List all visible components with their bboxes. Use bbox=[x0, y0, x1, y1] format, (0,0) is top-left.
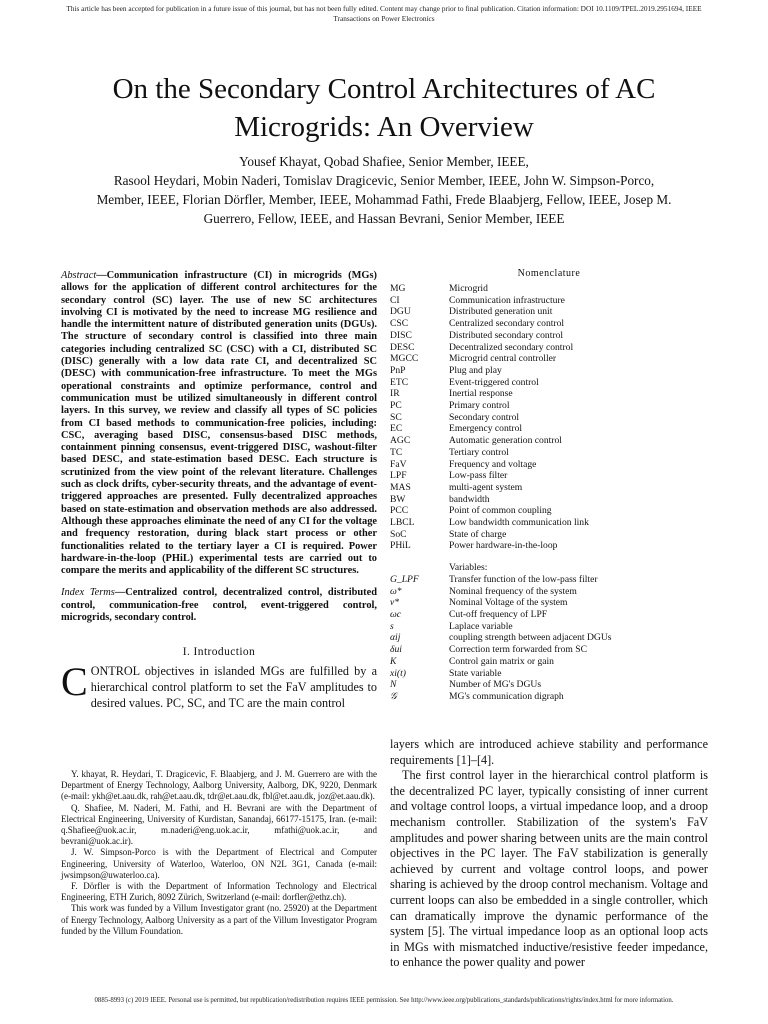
index-terms bbox=[61, 587, 377, 624]
abbreviation-row bbox=[390, 330, 708, 342]
abbreviation-term: MAS bbox=[390, 481, 411, 493]
abbreviation-term: TC bbox=[390, 446, 403, 458]
intro-text: ONTROL objectives in islanded MGs are fulfilled by a hierarchical control platform to set the FaV amplitudes to desired values. PC, SC, and TC are the main control bbox=[90, 664, 377, 710]
abbreviation-list bbox=[390, 283, 708, 552]
abbreviation-description: Microgrid bbox=[449, 283, 488, 294]
abbreviation-description: Plug and play bbox=[449, 364, 502, 376]
abbreviation-description: Emergency control bbox=[449, 423, 523, 435]
variable-symbol: δui bbox=[390, 644, 402, 656]
abbreviation-row bbox=[390, 447, 708, 459]
author-footnotes bbox=[61, 769, 377, 937]
variable-description: Transfer function of the low-pass filter bbox=[449, 573, 598, 585]
abstract-text: —Communication infrastructure (CI) in microgrids (MGs) allows for the application of different control architectures for the secondary control (SC) layer. The use of new SC architectures involving CI is motivated by the need to increase MG resilience and handle the intermittent nature of distributed generation units (DGUs). The structure of secondary control is classified into three main categories including centralized SC (CSC) with a CI, distributed SC (DISC) generally with a low data rate CI, and decentralized SC (DESC) with communication-free infrastructure. To meet the MGs operational constraints and optimize performance, control and communication must be utilized simultaneously in different control layers. In this survey, we review and classify all types of SC policies from CI based methods to communication-free policies, including: CSC, averaging based DISC, consensus-based DISC methods, containment pinning consensus, event-triggered DISC, washout-filter based DESC, and state-estimation based DESC. Each structure is scrutinized from the view point of the relevant literature. Challenges such as clock drifts, cyber-security threats, and the advantage of event-triggered approaches are presented. Fully decentralized approaches based on state-estimation and observation methods are also addressed. Although these approaches eliminate the need of any CI for the voltage and frequency restoration, during black start process or other functionalities related to the tertiary layer a CI is required. Power hardware-in-the-loop (PHiL) experimental tests are carried out to compare the merits and applicability of the different SC structures. bbox=[61, 270, 377, 577]
variable-symbol: ω* bbox=[390, 585, 402, 597]
abbreviation-description: Event-triggered control bbox=[449, 376, 539, 388]
variable-description: Nominal frequency of the system bbox=[449, 585, 577, 597]
abbreviation-description: Microgrid central controller bbox=[449, 353, 557, 365]
variable-row bbox=[390, 691, 708, 703]
abbreviation-row bbox=[390, 470, 708, 482]
variable-description: coupling strength between adjacent DGUs bbox=[449, 632, 612, 644]
abbreviation-description: Distributed secondary control bbox=[449, 329, 564, 341]
variable-row bbox=[390, 621, 708, 633]
footnote: Y. khayat, R. Heydari, T. Dragicevic, F. Blaabjerg, and J. M. Guerrero are with the Department of Energy Technology, Aalborg University, Aalborg, DK, 9220, Denmark (e-mail: ykh@et.aau.dk, rah@et.aau.dk, tdr@et.aau.dk, fbl@et.aau.dk, joz@et.aau.dk). bbox=[61, 769, 377, 802]
abbreviation-row bbox=[390, 400, 708, 412]
abbreviation-term: LBCL bbox=[390, 517, 415, 529]
abbreviation-description: Low bandwidth communication link bbox=[449, 517, 589, 529]
abbreviation-description: Power hardware-in-the-loop bbox=[449, 540, 558, 552]
variable-symbol: ωc bbox=[390, 608, 402, 620]
abbreviation-row bbox=[390, 353, 708, 365]
abbreviation-description: Automatic generation control bbox=[449, 435, 562, 447]
abbreviation-term: MGCC bbox=[390, 353, 419, 365]
abbreviation-term: SC bbox=[390, 411, 402, 423]
right-column-body bbox=[390, 737, 708, 971]
nomenclature-title: Nomenclature bbox=[517, 268, 581, 279]
index-terms-text: —Centralized control, decentralized control, distributed control, communication-free control, event-triggered control, microgrids, secondary control. bbox=[61, 587, 377, 624]
abbreviation-description: multi-agent system bbox=[449, 481, 523, 493]
title-line1: On the Secondary Control Architectures of AC bbox=[112, 73, 656, 105]
abbreviation-row bbox=[390, 388, 708, 400]
footnote: This work was funded by a Villum Investigator grant (no. 25920) at the Department of Energy Technology, Aalborg University as a part of the Villum Investigator Program funded by the Villum Foundation. bbox=[61, 903, 377, 936]
abbreviation-row bbox=[390, 423, 708, 435]
abstract-lead: Abstract bbox=[61, 270, 97, 281]
abbreviation-term: PCC bbox=[390, 505, 409, 517]
abbreviation-description: Inertial response bbox=[449, 388, 513, 400]
variable-row bbox=[390, 668, 708, 680]
author-line3: Member, IEEE, Florian Dörfler, Member, IEEE, Mohammad Fathi, Frede Blaabjerg, Fellow, IEEE, Josep M. bbox=[96, 192, 672, 207]
body-paragraph: layers which are introduced achieve stability and performance requirements [1]–[4]. bbox=[390, 737, 708, 767]
abbreviation-term: SoC bbox=[390, 528, 407, 540]
title-line2: Microgrids: An Overview bbox=[234, 111, 534, 143]
variable-description: State variable bbox=[449, 667, 502, 679]
variable-symbol: 𝒢 bbox=[390, 690, 397, 702]
variable-list bbox=[390, 574, 708, 703]
abbreviation-row bbox=[390, 505, 708, 517]
abbreviation-row bbox=[390, 482, 708, 494]
abbreviation-description: Primary control bbox=[449, 400, 510, 412]
variable-description: Correction term forwarded from SC bbox=[449, 644, 588, 656]
copyright-footer: 0885-8993 (c) 2019 IEEE. Personal use is permitted, but republication/redistribution requires IEEE permission. See http://www.ieee.org/publications_standards/publications/rights/index.html for more information. bbox=[94, 997, 674, 1004]
abstract bbox=[61, 270, 377, 577]
author-line2: Rasool Heydari, Mobin Naderi, Tomislav Dragicevic, Senior Member, IEEE, John W. Simpson-Porco, bbox=[113, 173, 655, 188]
variable-description: Nominal Voltage of the system bbox=[449, 597, 568, 609]
index-terms-lead: Index Terms bbox=[61, 587, 115, 599]
variable-row bbox=[390, 679, 708, 691]
abbreviation-row bbox=[390, 365, 708, 377]
abbreviation-row bbox=[390, 529, 708, 541]
variable-description: Laplace variable bbox=[449, 620, 513, 632]
variable-symbol: xi(t) bbox=[390, 667, 406, 679]
abbreviation-term: IR bbox=[390, 388, 400, 400]
variable-row bbox=[390, 597, 708, 609]
journal-header-note bbox=[20, 4, 748, 24]
abbreviation-row bbox=[390, 517, 708, 529]
abbreviation-term: FaV bbox=[390, 458, 407, 470]
abbreviation-description: Frequency and voltage bbox=[449, 458, 537, 470]
abbreviation-term: DESC bbox=[390, 341, 415, 353]
abbreviation-row bbox=[390, 435, 708, 447]
variable-row bbox=[390, 632, 708, 644]
variable-row bbox=[390, 609, 708, 621]
abbreviation-description: Tertiary control bbox=[449, 446, 509, 458]
footnote: J. W. Simpson-Porco is with the Department of Electrical and Computer Engineering, University of Waterloo, Waterloo, ON N2L 3G1, Canada (e-mail: jwsimpson@uwaterloo.ca). bbox=[61, 847, 377, 880]
abbreviation-description: bandwidth bbox=[449, 493, 490, 505]
author-line1: Yousef Khayat, Qobad Shafiee, Senior Member, IEEE, bbox=[239, 154, 529, 169]
footnote: F. Dörfler is with the Department of Information Technology and Electrical Engineering, ETH Zurich, 8092 Zürich, Switzerland (e-mail: dorfler@ethz.ch). bbox=[61, 881, 377, 903]
variable-symbol: s bbox=[390, 620, 394, 632]
abbreviation-row bbox=[390, 412, 708, 424]
abbreviation-description: Centralized secondary control bbox=[449, 318, 565, 330]
variable-row bbox=[390, 586, 708, 598]
dropcap-letter: C bbox=[61, 659, 88, 705]
abbreviation-term: DGU bbox=[390, 306, 411, 318]
variable-description: Cut-off frequency of LPF bbox=[449, 608, 548, 620]
abbreviation-row bbox=[390, 295, 708, 307]
abbreviation-row bbox=[390, 459, 708, 471]
left-column bbox=[61, 270, 377, 711]
variable-row bbox=[390, 574, 708, 586]
variable-row bbox=[390, 644, 708, 656]
intro-paragraph bbox=[61, 659, 377, 711]
abbreviation-description: Secondary control bbox=[449, 411, 520, 423]
abbreviation-term: PHiL bbox=[390, 540, 411, 552]
variables-label: Variables: bbox=[449, 562, 488, 574]
abbreviation-term: DISC bbox=[390, 329, 412, 341]
nomenclature-section bbox=[390, 268, 708, 703]
abbreviation-term: ETC bbox=[390, 376, 409, 388]
variable-row bbox=[390, 656, 708, 668]
footnote: Q. Shafiee, M. Naderi, M. Fathi, and H. Bevrani are with the Department of Electrical Engineering, University of Kurdistan, Sanandaj, 66177-15175, Iran. (e-mail: q.Shafiee@uok.ac.ir, m.naderi@eng.uok.ac.ir, mfathi@uok.ac.ir, and bevrani@uok.ac.ir). bbox=[61, 802, 377, 847]
abbreviation-row bbox=[390, 494, 708, 506]
section-heading-introduction: I. Introduction bbox=[182, 646, 256, 659]
variable-symbol: αij bbox=[390, 632, 401, 644]
abbreviation-description: Point of common coupling bbox=[449, 505, 552, 517]
variable-description: Number of MG's DGUs bbox=[449, 679, 542, 691]
abbreviation-term: AGC bbox=[390, 435, 411, 447]
abbreviation-term: PnP bbox=[390, 364, 406, 376]
abbreviation-term: PC bbox=[390, 400, 402, 412]
abbreviation-row bbox=[390, 283, 708, 295]
abbreviation-row bbox=[390, 540, 708, 552]
abbreviation-term: CI bbox=[390, 294, 400, 306]
abbreviation-row bbox=[390, 306, 708, 318]
abbreviation-term: CSC bbox=[390, 318, 409, 330]
abbreviation-term: EC bbox=[390, 423, 403, 435]
author-list bbox=[60, 152, 708, 228]
abbreviation-row bbox=[390, 377, 708, 389]
abbreviation-term: LPF bbox=[390, 470, 407, 482]
abbreviation-row bbox=[390, 318, 708, 330]
abbreviation-description: Low-pass filter bbox=[449, 470, 508, 482]
author-line4: Guerrero, Fellow, IEEE, and Hassan Bevrani, Senior Member, IEEE bbox=[203, 211, 565, 226]
variable-symbol: K bbox=[390, 655, 397, 667]
variable-symbol: N bbox=[390, 679, 397, 691]
variable-description: MG's communication digraph bbox=[449, 690, 564, 702]
paper-title bbox=[40, 70, 728, 146]
abbreviation-description: State of charge bbox=[449, 528, 507, 540]
variable-symbol: G_LPF bbox=[390, 573, 419, 585]
body-paragraph: The first control layer in the hierarchical control platform is the decentralized PC layer, typically consisting of inner current and voltage control loops, a virtual impedance loop, and a droop mechanism controller. Stabilization of the system's FaV amplitudes and power sharing between units are the main control objectives in the PC layer. The FaV stabilization is generally achieved by current and voltage control loops, and power sharing is achieved by the droop control mechanism. Voltage and current loops can also be embedded in a single controller, which can dramatically improve the dynamic performance of the system [5]. The virtual impedance loop as an optional loop acts in MGs with mismatched inductive/resistive feeder impedance, to enhance the power quality and power bbox=[390, 768, 708, 970]
header-note-line2: Transactions on Power Electronics bbox=[333, 14, 435, 23]
abbreviation-description: Communication infrastructure bbox=[449, 294, 565, 306]
abbreviation-row bbox=[390, 342, 708, 354]
abbreviation-term: MG bbox=[390, 283, 406, 294]
variable-symbol: v* bbox=[390, 597, 400, 609]
header-note-line1: This article has been accepted for publication in a future issue of this journal, but has not been fully edited. Content may change prior to final publication. Citation information: DOI 10.1109/TPEL.2019.2951694, IEEE bbox=[66, 4, 702, 13]
variable-description: Control gain matrix or gain bbox=[449, 655, 554, 667]
abbreviation-term: BW bbox=[390, 493, 406, 505]
abbreviation-description: Distributed generation unit bbox=[449, 306, 553, 318]
abbreviation-description: Decentralized secondary control bbox=[449, 341, 574, 353]
